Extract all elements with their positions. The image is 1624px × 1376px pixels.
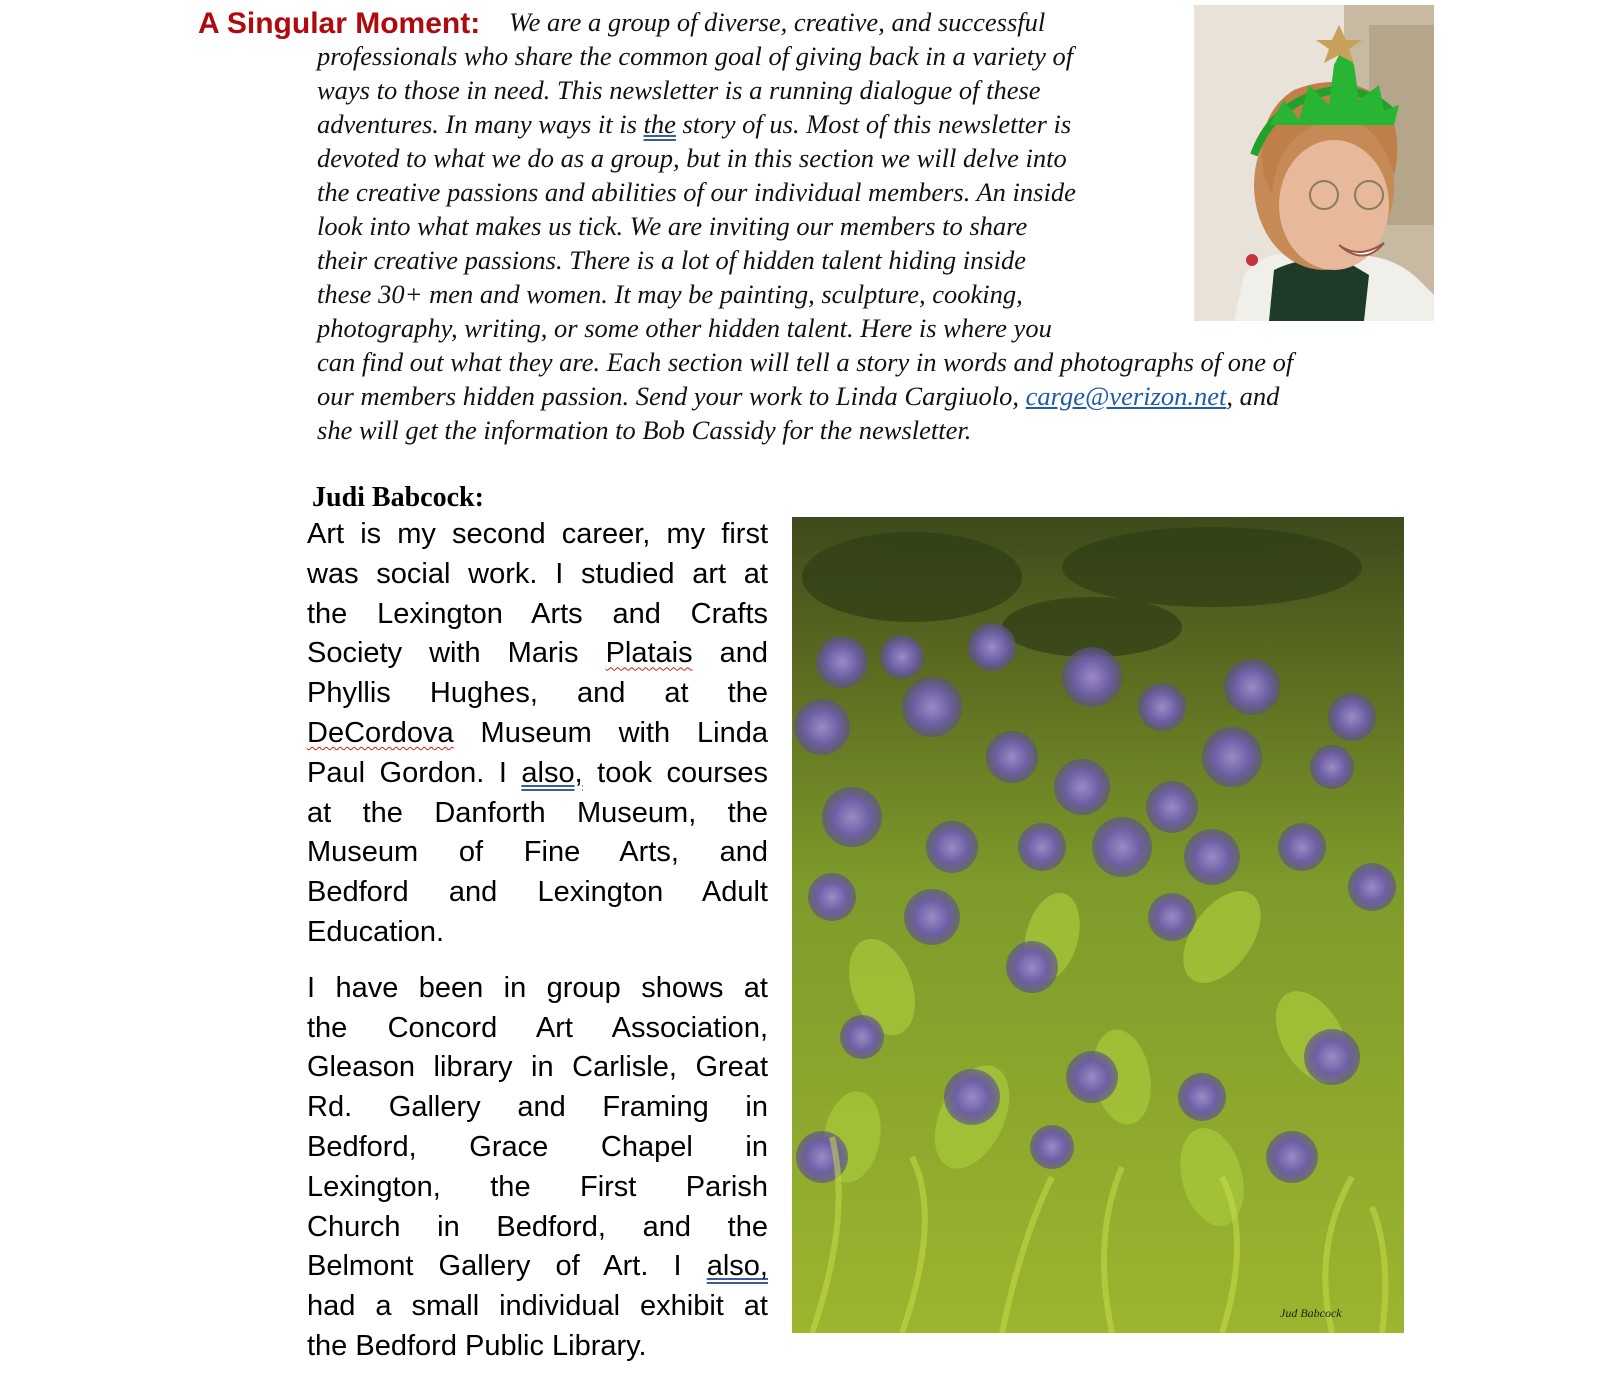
email-link[interactable]: carge@verizon.net bbox=[1025, 381, 1227, 411]
bio-paragraph bbox=[307, 515, 768, 953]
intro-line: she will get the information to Bob Cassidy for the newsletter. bbox=[317, 415, 972, 445]
bio-line: Education. bbox=[307, 915, 445, 948]
intro-line: photography, writing, or some other hidden talent. Here is where you bbox=[317, 313, 1052, 343]
spellcheck-flagged-word: DeCordova bbox=[307, 716, 454, 749]
bio-line: Gleason library in Carlisle, Great bbox=[307, 1051, 768, 1084]
section-heading: A Singular Moment: bbox=[198, 7, 481, 40]
hydrangea-painting bbox=[792, 517, 1404, 1333]
intro-line: can find out what they are. Each section will tell a story in words and photographs of one of bbox=[317, 347, 1294, 377]
member-portrait-photo bbox=[1194, 5, 1434, 321]
grammar-underlined-word: the bbox=[643, 109, 676, 139]
bio-line: Art is my second career, my first bbox=[307, 518, 768, 550]
painting-signature: Jud Babcock bbox=[1280, 1306, 1342, 1320]
bio-line: the Concord Art Association, bbox=[307, 1011, 768, 1044]
intro-line: professionals who share the common goal of giving back in a variety of bbox=[317, 41, 1074, 71]
intro-line: We are a group of diverse, creative, and successful bbox=[509, 7, 1046, 37]
grammar-flagged-word: also, bbox=[521, 756, 583, 789]
spellcheck-flagged-word: Platais bbox=[605, 637, 693, 670]
bio-text: Belmont Gallery of Art. I bbox=[307, 1250, 707, 1283]
intro-line bbox=[317, 379, 1427, 413]
bio-text: Museum with Linda bbox=[453, 716, 768, 749]
bio-line: the Bedford Public Library. bbox=[307, 1329, 647, 1362]
intro-line: these 30+ men and women. It may be painting, sculpture, cooking, bbox=[317, 279, 1023, 309]
intro-text: adventures. In many ways it is bbox=[317, 109, 644, 139]
intro-text: story of us. Most of this newsletter is bbox=[675, 109, 1072, 139]
painting-image bbox=[792, 517, 1404, 1333]
member-bio bbox=[307, 515, 768, 1367]
bio-line: Bedford, Grace Chapel in bbox=[307, 1130, 768, 1163]
intro-line: the creative passions and abilities of our individual members. An inside bbox=[317, 177, 1076, 207]
intro-line: their creative passions. There is a lot of hidden talent hiding inside bbox=[317, 245, 1027, 275]
bio-line: had a small individual exhibit at bbox=[307, 1290, 768, 1323]
intro-text: , and bbox=[1226, 381, 1280, 411]
portrait-image bbox=[1194, 5, 1434, 321]
bio-line: at the Danforth Museum, the bbox=[307, 796, 768, 829]
bio-line: Rd. Gallery and Framing in bbox=[307, 1091, 768, 1124]
bio-line bbox=[307, 714, 768, 754]
grammar-flagged-word: also, bbox=[706, 1250, 768, 1283]
intro-line: look into what makes us tick. We are inviting our members to share bbox=[317, 211, 1028, 241]
bio-text: Society with Maris bbox=[307, 637, 606, 670]
bio-line: was social work. I studied art at bbox=[307, 557, 768, 590]
bio-line: Phyllis Hughes, and at the bbox=[307, 677, 768, 710]
intro-line: ways to those in need. This newsletter is a running dialogue of these bbox=[317, 75, 1041, 105]
bio-text: Paul Gordon. I bbox=[307, 756, 522, 789]
bio-line bbox=[307, 634, 768, 674]
bio-line: Church in Bedford, and the bbox=[307, 1210, 768, 1243]
bio-line: Museum of Fine Arts, and bbox=[307, 836, 768, 869]
bio-line: the Lexington Arts and Crafts bbox=[307, 597, 768, 630]
bio-line: Lexington, the First Parish bbox=[307, 1170, 768, 1203]
bio-paragraph bbox=[307, 969, 768, 1367]
bio-line: I have been in group shows at bbox=[307, 971, 768, 1004]
bio-text: and bbox=[692, 637, 768, 670]
bio-line bbox=[307, 754, 768, 794]
intro-text: our members hidden passion. Send your work to Linda Cargiuolo, bbox=[317, 381, 1026, 411]
member-name: Judi Babcock: bbox=[312, 482, 484, 513]
bio-text: took courses bbox=[582, 756, 768, 789]
bio-line: Bedford and Lexington Adult bbox=[307, 876, 768, 909]
intro-line: devoted to what we do as a group, but in this section we will delve into bbox=[317, 143, 1067, 173]
bio-line bbox=[307, 1247, 768, 1287]
